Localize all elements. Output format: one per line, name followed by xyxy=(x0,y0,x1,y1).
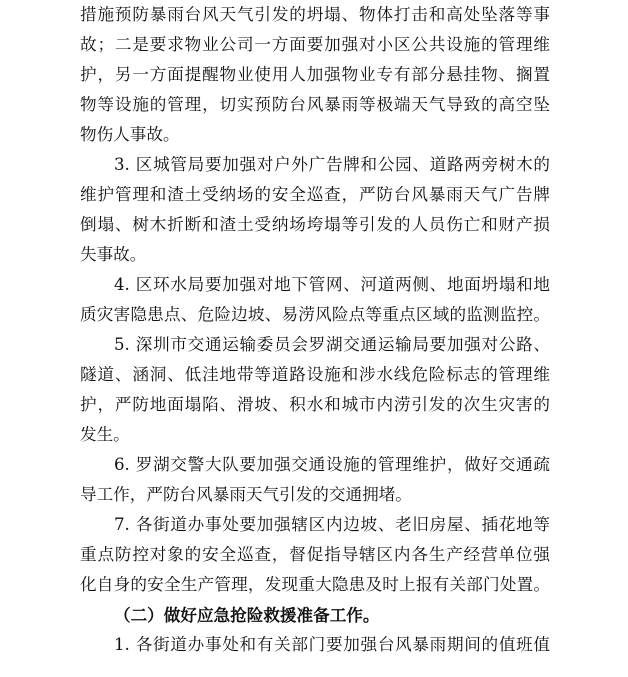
paragraph-start-line: 7. 各街道办事处要加强辖区内边坡、老旧房屋、插花地等 xyxy=(114,515,550,534)
text-line: 质灾害隐患点、危险边坡、易涝风险点等重点区域的监测监控。 xyxy=(80,305,550,324)
paragraph-start-line: 3. 区城管局要加强对户外广告牌和公园、道路两旁树木的 xyxy=(114,155,550,174)
text-line: 重点防控对象的安全巡查，督促指导辖区内各生产经营单位强 xyxy=(80,545,550,564)
text-line: 物伤人事故。 xyxy=(80,125,180,144)
section-heading: （二）做好应急抢险救援准备工作。 xyxy=(114,605,380,625)
text-line: 故；二是要求物业公司一方面要加强对小区公共设施的管理维 xyxy=(80,35,550,54)
paragraph-start-line: 4. 区环水局要加强对地下管网、河道两侧、地面坍塌和地 xyxy=(114,275,550,294)
text-line: 隧道、涵洞、低洼地带等道路设施和涉水线危险标志的管理维 xyxy=(80,365,550,384)
text-line: 护，严防地面塌陷、滑坡、积水和城市内涝引发的次生灾害的 xyxy=(80,395,550,414)
text-line: 物等设施的管理，切实预防台风暴雨等极端天气导致的高空坠 xyxy=(80,95,550,114)
text-line: 倒塌、树木折断和渣土受纳场垮塌等引发的人员伤亡和财产损 xyxy=(80,215,550,234)
text-line: 维护管理和渣土受纳场的安全巡查，严防台风暴雨天气广告牌 xyxy=(80,185,550,204)
text-line: 发生。 xyxy=(80,425,130,444)
paragraph-start-line: 5. 深圳市交通运输委员会罗湖交通运输局要加强对公路、 xyxy=(114,335,550,354)
paragraph-start-line: 1. 各街道办事处和有关部门要加强台风暴雨期间的值班值 xyxy=(114,635,550,654)
text-line: 失事故。 xyxy=(80,245,147,264)
text-line: 护，另一方面提醒物业使用人加强物业专有部分悬挂物、搁置 xyxy=(80,65,550,84)
text-line: 导工作，严防台风暴雨天气引发的交通拥堵。 xyxy=(80,485,412,504)
text-line: 化自身的安全生产管理，发现重大隐患及时上报有关部门处置。 xyxy=(80,575,550,594)
text-line: 措施预防暴雨台风天气引发的坍塌、物体打击和高处坠落等事 xyxy=(80,5,550,24)
paragraph-start-line: 6. 罗湖交警大队要加强交通设施的管理维护，做好交通疏 xyxy=(114,455,550,474)
